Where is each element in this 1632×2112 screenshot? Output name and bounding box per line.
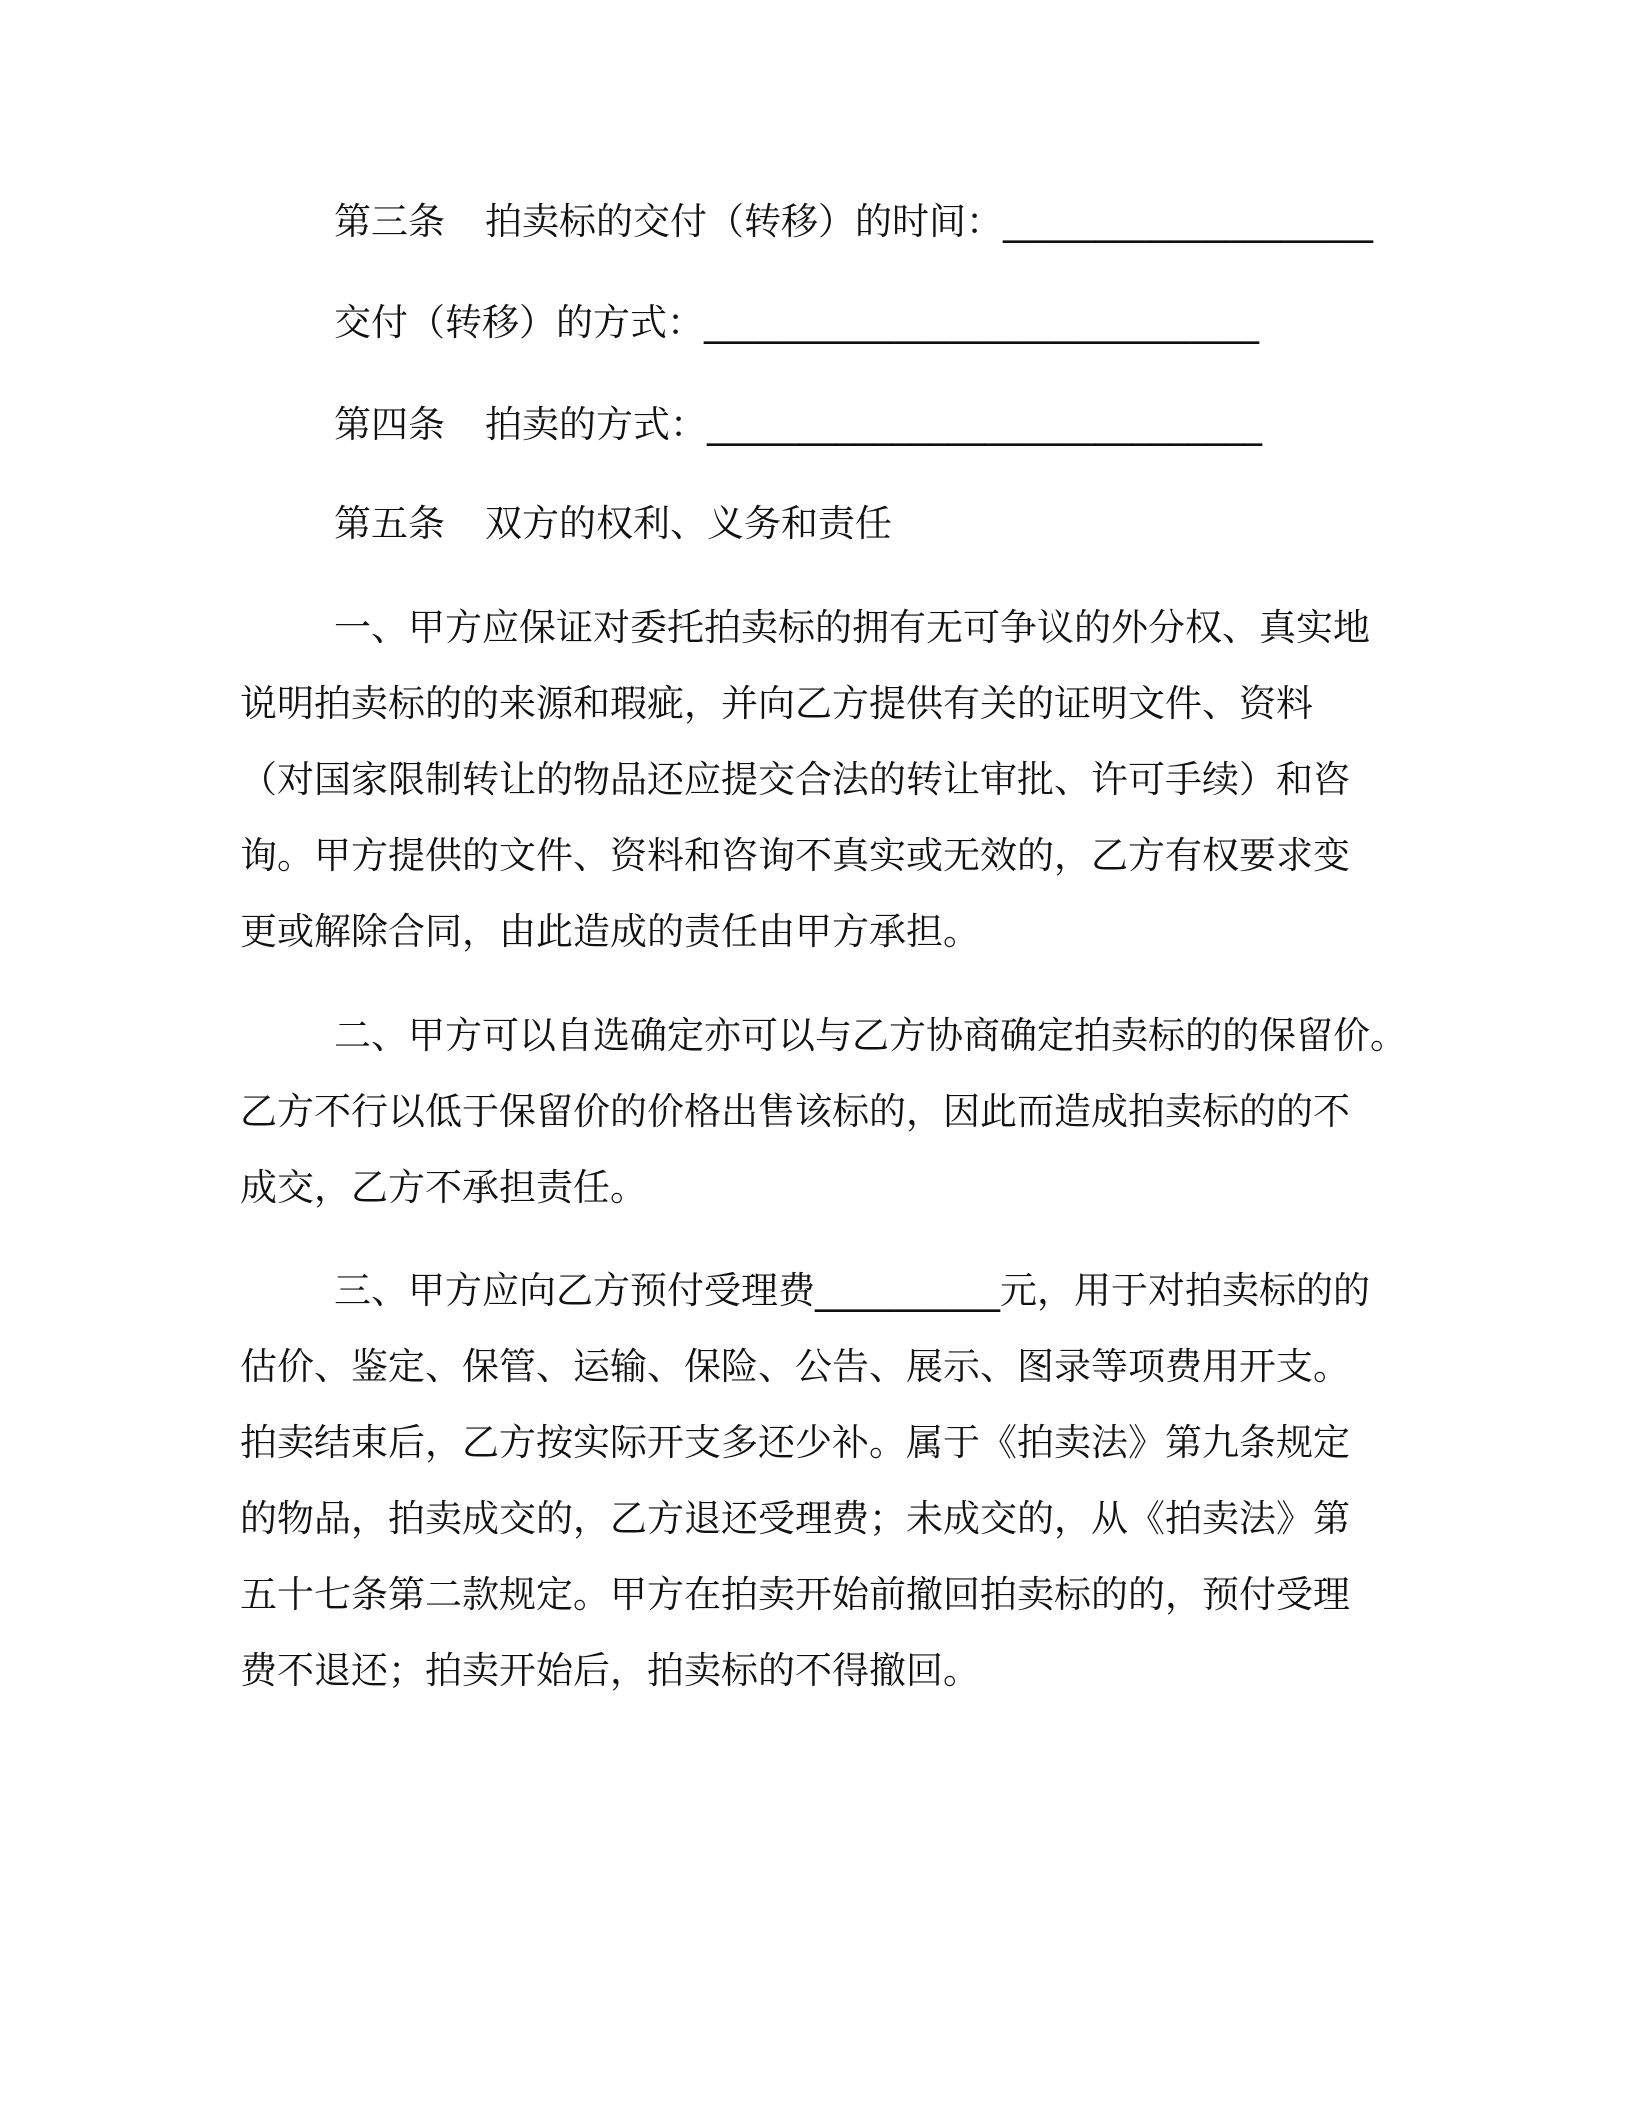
article-3-text: 拍卖标的交付（转移）的时间：____________________ xyxy=(485,200,1373,243)
clause-1-line: （对国家限制转让的物品还应提交合法的转让审批、许可手续）和咨 xyxy=(240,758,1350,801)
clause-3-line: 估价、鉴定、保管、运输、保险、公告、展示、图录等项费用开支。 xyxy=(240,1345,1350,1388)
clause-3-line: 三、甲方应向乙方预付受理费__________元，用于对拍卖标的的 xyxy=(334,1269,1370,1312)
clause-1-line: 一、甲方应保证对委托拍卖标的拥有无可争议的外分权、真实地 xyxy=(334,606,1370,649)
clause-3-line: 拍卖结束后，乙方按实际开支多还少补。属于《拍卖法》第九条规定 xyxy=(240,1421,1350,1464)
clause-1-line: 更或解除合同，由此造成的责任由甲方承担。 xyxy=(240,910,980,953)
article-4-line xyxy=(334,401,1262,449)
article-3-label: 第三条 xyxy=(334,200,445,243)
clause-1-line: 说明拍卖标的的来源和瑕疵，并向乙方提供有关的证明文件、资料 xyxy=(240,682,1313,725)
clause-2-line: 成交，乙方不承担责任。 xyxy=(240,1166,647,1209)
clause-3-line: 五十七条第二款规定。甲方在拍卖开始前撤回拍卖标的的，预付受理 xyxy=(240,1573,1350,1616)
article-5-label: 第五条 xyxy=(334,502,445,545)
delivery-method-line: 交付（转移）的方式：______________________________ xyxy=(334,301,1259,344)
article-4-text: 拍卖的方式：______________________________ xyxy=(485,403,1262,446)
clause-2-line: 乙方不行以低于保留价的价格出售该标的，因此而造成拍卖标的的不 xyxy=(240,1090,1350,1133)
article-5-line xyxy=(334,500,892,548)
clause-2-line: 二、甲方可以自选确定亦可以与乙方协商确定拍卖标的的保留价。 xyxy=(334,1014,1407,1057)
clause-3-line: 的物品，拍卖成交的，乙方退还受理费；未成交的，从《拍卖法》第 xyxy=(240,1497,1350,1540)
clause-3-line: 费不退还；拍卖开始后，拍卖标的不得撤回。 xyxy=(240,1649,980,1692)
article-5-text: 双方的权利、义务和责任 xyxy=(485,502,892,545)
clause-1-line: 询。甲方提供的文件、资料和咨询不真实或无效的，乙方有权要求变 xyxy=(240,834,1350,877)
article-3-line xyxy=(334,198,1373,246)
article-4-label: 第四条 xyxy=(334,403,445,446)
